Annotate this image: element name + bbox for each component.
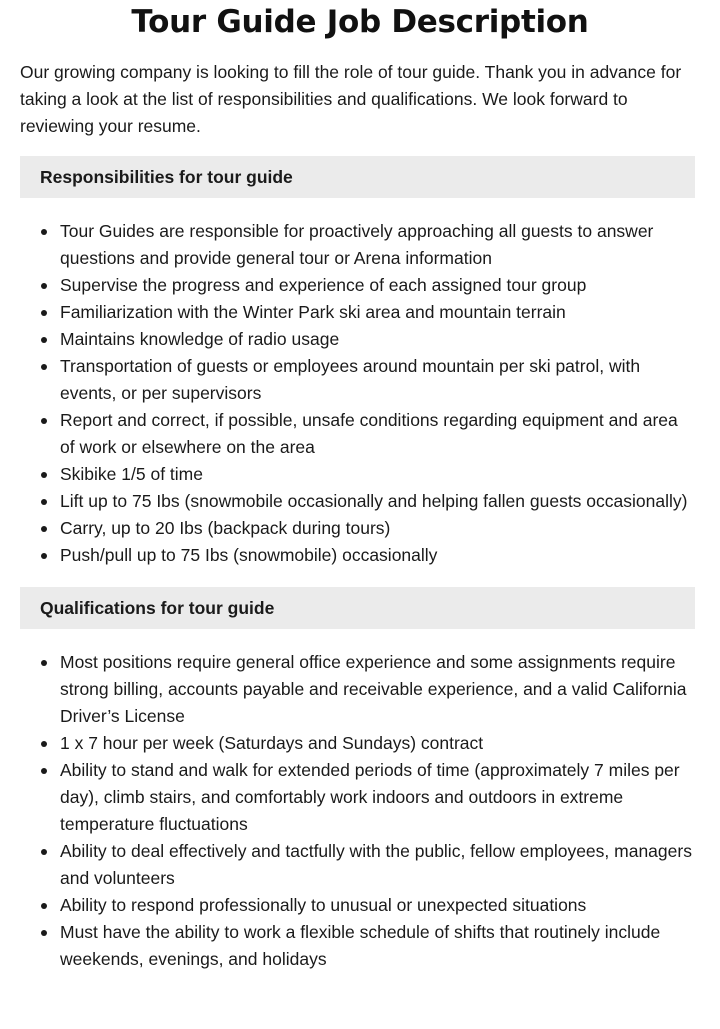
bullet-icon: [41, 768, 47, 774]
bullet-icon: [41, 418, 47, 424]
list-item: [20, 488, 700, 515]
list-item: [20, 515, 700, 542]
bullet-icon: [41, 337, 47, 343]
list-item-text: Most positions require general office experience and some assignments require strong billing, accounts payable and receivable experience, and a valid California Driver’s License: [60, 652, 687, 726]
list-item: [20, 299, 700, 326]
list-item: [20, 272, 700, 299]
bullet-icon: [41, 499, 47, 505]
list-item: [20, 838, 700, 892]
list-item: [20, 757, 700, 838]
list-item: [20, 649, 700, 730]
list-item-text: Carry, up to 20 Ibs (backpack during tours): [60, 518, 391, 538]
list-item-text: 1 x 7 hour per week (Saturdays and Sundays) contract: [60, 733, 484, 753]
bullet-icon: [41, 229, 47, 235]
page-title: Tour Guide Job Description: [131, 4, 589, 40]
list-item-text: Transportation of guests or employees around mountain per ski patrol, with events, or per supervisors: [60, 356, 641, 403]
list-item: [20, 218, 700, 272]
responsibilities-list: [20, 218, 700, 569]
list-item: [20, 461, 700, 488]
bullet-icon: [41, 472, 47, 478]
list-item: [20, 353, 700, 407]
bullet-icon: [41, 930, 47, 936]
bullet-icon: [41, 660, 47, 666]
bullet-icon: [41, 526, 47, 532]
bullet-icon: [41, 553, 47, 559]
bullet-icon: [41, 310, 47, 316]
list-item: [20, 326, 700, 353]
bullet-icon: [41, 283, 47, 289]
responsibilities-heading: Responsibilities for tour guide: [20, 156, 695, 198]
bullet-icon: [41, 849, 47, 855]
qualifications-list: [20, 649, 700, 973]
list-item-text: Supervise the progress and experience of each assigned tour group: [60, 275, 587, 295]
list-item: [20, 919, 700, 973]
qualifications-heading: Qualifications for tour guide: [20, 587, 695, 629]
bullet-icon: [41, 364, 47, 370]
list-item: [20, 892, 700, 919]
list-item-text: Lift up to 75 Ibs (snowmobile occasionally and helping fallen guests occasionally): [60, 491, 688, 511]
list-item-text: Push/pull up to 75 Ibs (snowmobile) occasionally: [60, 545, 438, 565]
list-item-text: Familiarization with the Winter Park ski area and mountain terrain: [60, 302, 566, 322]
list-item: [20, 407, 700, 461]
list-item-text: Ability to deal effectively and tactfully with the public, fellow employees, managers and volunteers: [60, 841, 692, 888]
bullet-icon: [41, 741, 47, 747]
list-item-text: Report and correct, if possible, unsafe conditions regarding equipment and area of work or elsewhere on the area: [60, 410, 678, 457]
list-item-text: Maintains knowledge of radio usage: [60, 329, 340, 349]
list-item-text: Ability to stand and walk for extended periods of time (approximately 7 miles per day), climb stairs, and comfortably work indoors and outdoors in extreme temperature fluctuations: [60, 760, 680, 834]
list-item-text: Skibike 1/5 of time: [60, 464, 203, 484]
list-item-text: Tour Guides are responsible for proactively approaching all guests to answer questions and provide general tour or Arena information: [60, 221, 654, 268]
intro-paragraph: Our growing company is looking to fill the role of tour guide. Thank you in advance for taking a look at the list of responsibilities and qualifications. We look forward to reviewing your resume.: [20, 62, 682, 136]
list-item: [20, 730, 700, 757]
list-item: [20, 542, 700, 569]
list-item-text: Must have the ability to work a flexible schedule of shifts that routinely include weekends, evenings, and holidays: [60, 922, 661, 969]
list-item-text: Ability to respond professionally to unusual or unexpected situations: [60, 895, 587, 915]
bullet-icon: [41, 903, 47, 909]
